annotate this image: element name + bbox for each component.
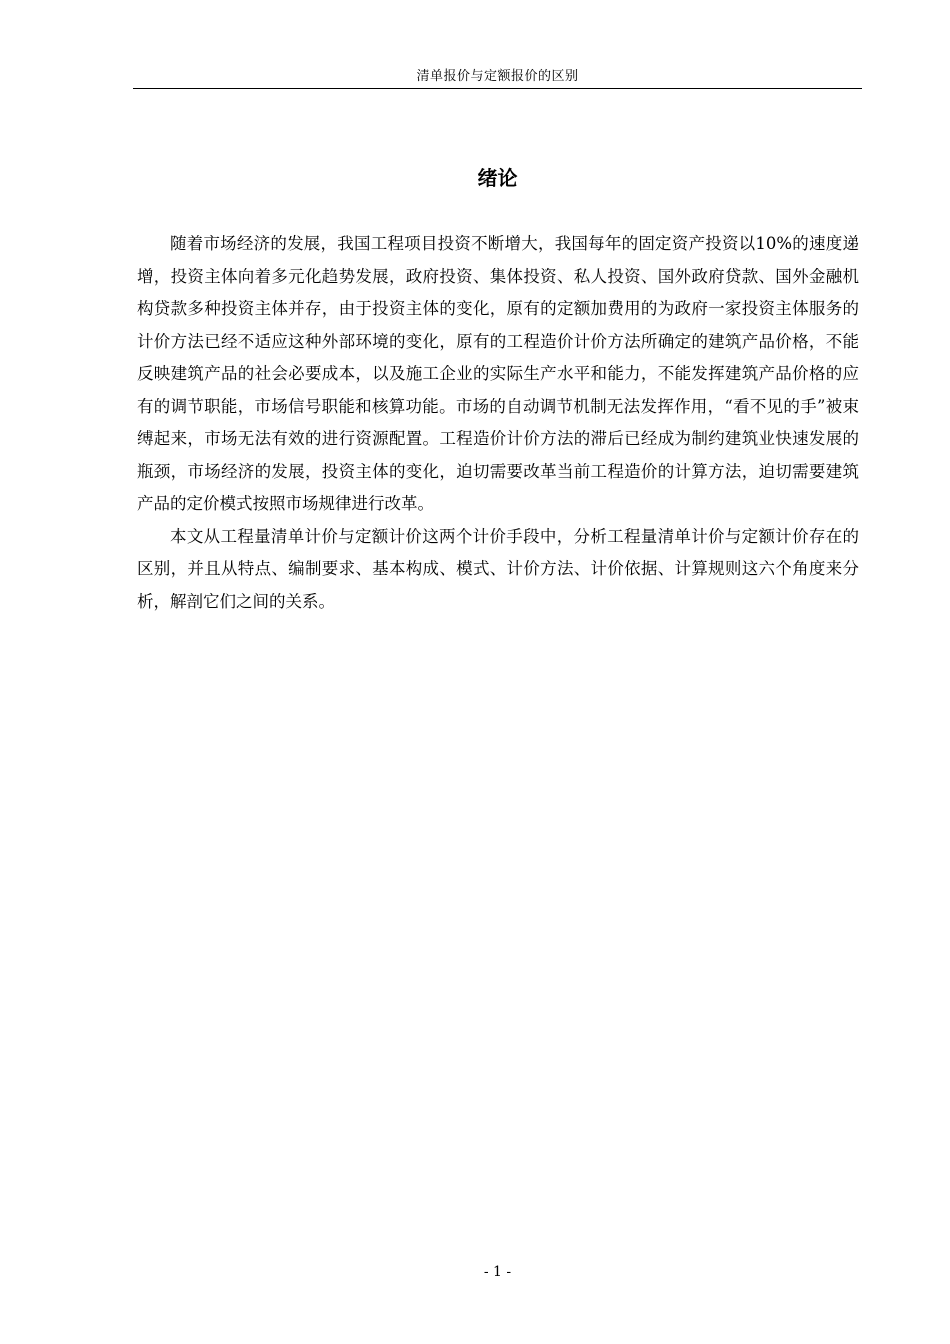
page-number: - 1 - — [483, 1264, 512, 1280]
header-rule — [133, 88, 862, 89]
paragraph-1: 随着市场经济的发展，我国工程项目投资不断增大，我国每年的固定资产投资以10%的速度递增，投资主体向着多元化趋势发展，政府投资、集体投资、私人投资、国外政府贷款、国外金融机构贷款多种投资主体并存，由于投资主体的变化，原有的定额加费用的为政府一家投资主体服务的计价方法已经不适应这种外部环境的变化，原有的工程造价计价方法所确定的建筑产品价格，不能反映建筑产品的社会必要成本，以及施工企业的实际生产水平和能力，不能发挥建筑产品价格的应有的调节职能，市场信号职能和核算功能。市场的自动调节机制无法发挥作用，“看不见的手”被束缚起来，市场无法有效的进行资源配置。工程造价计价方法的滞后已经成为制约建筑业快速发展的瓶颈，市场经济的发展，投资主体的变化，迫切需要改革当前工程造价的计算方法，迫切需要建筑产品的定价模式按照市场规律进行改革。 — [137, 234, 859, 513]
running-header: 清单报价与定额报价的区别 — [416, 69, 579, 84]
paragraph-2: 本文从工程量清单计价与定额计价这两个计价手段中，分析工程量清单计价与定额计价存在的区别，并且从特点、编制要求、基本构成、模式、计价方法、计价依据、计算规则这六个角度来分析，解剖它们之间的关系。 — [137, 526, 859, 611]
body-text — [137, 228, 859, 618]
chapter-title: 绪论 — [477, 166, 518, 190]
